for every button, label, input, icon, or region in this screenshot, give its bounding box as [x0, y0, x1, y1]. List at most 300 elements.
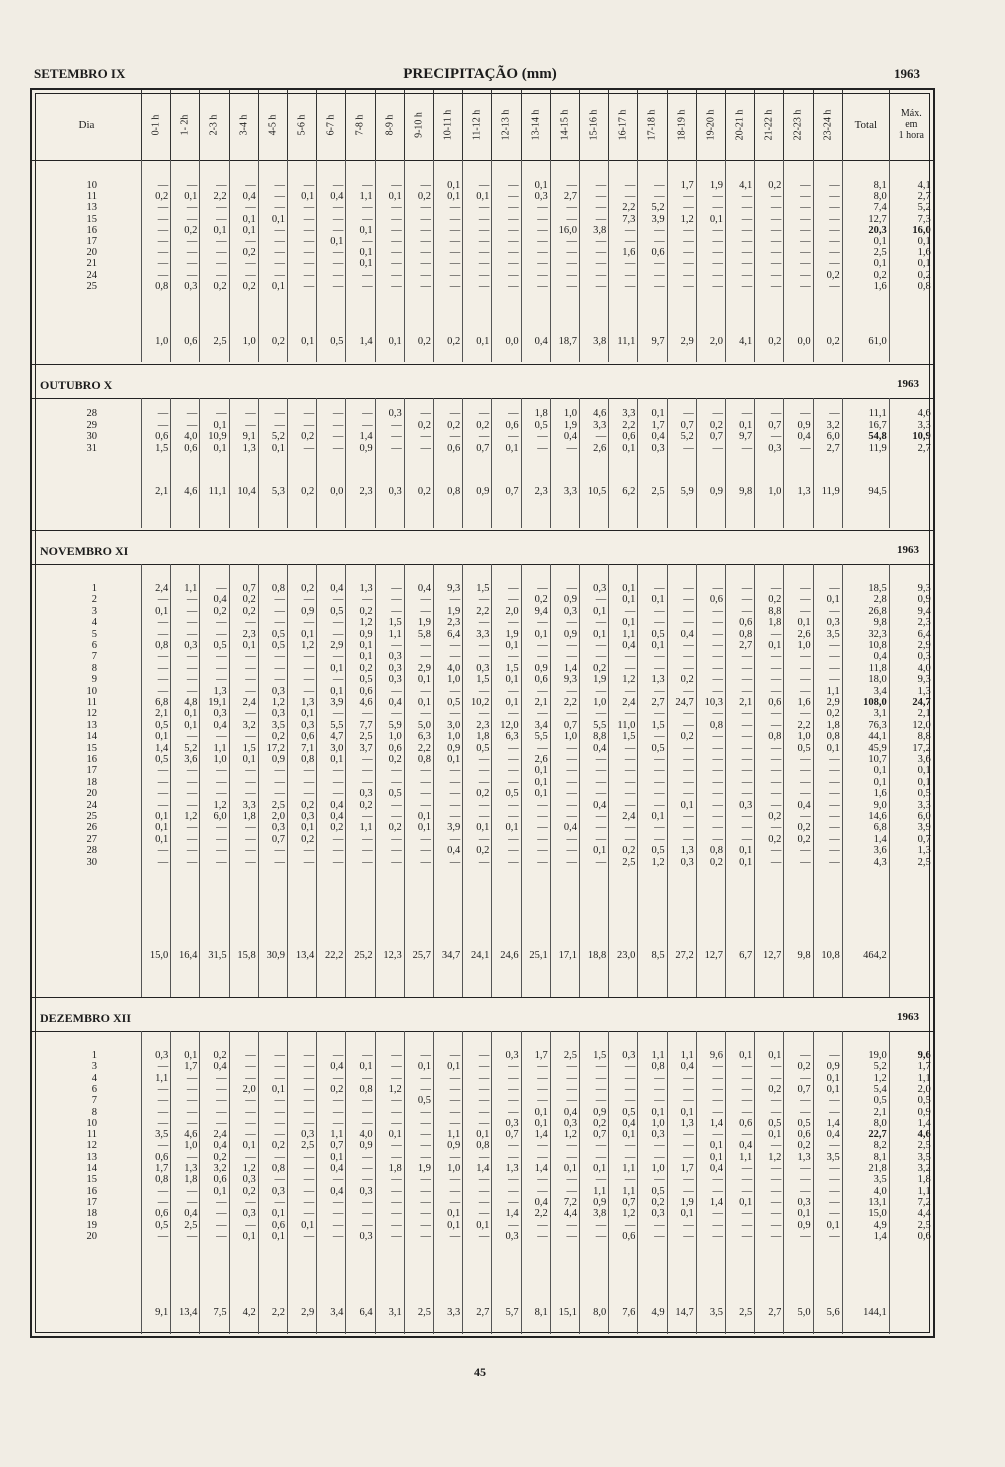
row-day: 25: [86, 811, 97, 822]
hourly-value: 3,5: [826, 1151, 840, 1163]
hourly-value: 0,2: [242, 605, 256, 617]
hourly-value: —: [245, 236, 256, 247]
hourly-value: 0,8: [155, 1174, 169, 1186]
hourly-value: 0,2: [447, 419, 461, 431]
hourly-value: 0,2: [593, 1117, 607, 1129]
table-row: [32, 640, 933, 651]
hourly-value: —: [537, 856, 548, 868]
hourly-value: 0,4: [330, 1185, 344, 1197]
hourly-value: —: [157, 594, 169, 606]
hourly-value: 0,2: [797, 1061, 811, 1073]
section-title: OUTUBRO X: [40, 378, 113, 392]
hourly-value: —: [274, 856, 285, 868]
hourly-value: —: [274, 1174, 285, 1186]
hourly-value: —: [712, 442, 723, 454]
hourly-value: —: [508, 685, 519, 697]
row-max: 3,3: [917, 799, 931, 811]
hourly-value: 0,2: [593, 662, 607, 674]
hourly-value: 1,5: [505, 662, 519, 674]
hourly-value: 0,2: [797, 1140, 811, 1152]
hourly-value: 0,1: [826, 1219, 840, 1231]
hourly-value: 0,3: [651, 1129, 665, 1141]
hourly-value: —: [157, 419, 169, 431]
column-header-hour-label: 12-13 h: [500, 109, 512, 141]
hourly-value: —: [216, 765, 227, 777]
hourly-value: 1,1: [622, 1185, 636, 1197]
hourly-value: —: [449, 202, 461, 214]
hourly-value: —: [362, 1174, 373, 1186]
hourly-value: —: [537, 685, 548, 697]
row-total: 8,0: [873, 1117, 887, 1129]
hourly-value: 1,1: [826, 685, 840, 697]
hourly-value: —: [362, 1163, 373, 1174]
column-header-max-line: 1 hora: [898, 130, 924, 141]
hourly-value: 0,4: [709, 1163, 723, 1174]
hourly-value: 0,3: [359, 788, 373, 800]
hourly-value: —: [391, 280, 402, 292]
hourly-value: —: [800, 1106, 811, 1118]
hourly-value: —: [216, 236, 227, 247]
hourly-value: —: [362, 856, 373, 868]
hourly-value: 0,8: [271, 583, 285, 594]
hourly-value: —: [741, 236, 753, 247]
hourly-value: —: [274, 674, 285, 686]
hourly-value: —: [274, 236, 285, 247]
hourly-value: 0,1: [476, 1129, 490, 1141]
hourly-value: 0,5: [797, 742, 811, 754]
hourly-value: —: [595, 269, 607, 281]
hourly-value: 1,9: [447, 605, 461, 617]
hourly-value: —: [508, 845, 519, 857]
hourly-value: —: [508, 1196, 519, 1208]
hourly-value: 6,4: [447, 628, 461, 640]
column-header-hour-label: 23-24 h: [822, 109, 834, 141]
hourly-value: —: [741, 202, 753, 214]
sum-value: 25,2: [354, 950, 373, 961]
hourly-value: —: [449, 213, 461, 225]
hourly-value: 1,0: [184, 1140, 198, 1152]
hourly-value: 0,3: [476, 662, 490, 674]
table-row: [32, 214, 933, 225]
row-max: 0,7: [917, 833, 931, 845]
row-max: 3,6: [917, 754, 931, 765]
table-row: [32, 720, 933, 731]
hourly-value: 1,1: [680, 1050, 694, 1061]
hourly-value: —: [245, 617, 256, 629]
hourly-value: —: [303, 1174, 315, 1186]
hourly-value: —: [508, 180, 519, 191]
hourly-value: 0,2: [768, 594, 782, 606]
hourly-value: —: [770, 1174, 782, 1186]
hourly-value: —: [654, 1151, 665, 1163]
hourly-value: —: [274, 1061, 285, 1073]
hourly-value: —: [245, 202, 256, 214]
hourly-value: 0,4: [447, 845, 461, 857]
hourly-value: —: [566, 685, 577, 697]
hourly-value: 1,1: [388, 628, 402, 640]
row-day: 15: [86, 742, 97, 754]
hourly-value: 12,0: [500, 719, 519, 731]
hourly-value: —: [770, 685, 782, 697]
table-row: [32, 834, 933, 845]
hourly-value: —: [829, 845, 840, 857]
hourly-value: —: [332, 1050, 344, 1061]
hourly-value: —: [537, 833, 548, 845]
hourly-value: 0,4: [330, 799, 344, 811]
hourly-value: —: [332, 765, 344, 777]
row-total: 12,7: [868, 213, 887, 225]
table-row: [32, 1197, 933, 1208]
column-header-total: Total: [842, 90, 889, 160]
hourly-value: —: [420, 605, 431, 617]
hourly-value: —: [478, 776, 490, 788]
hourly-value: —: [683, 1151, 694, 1163]
hourly-value: —: [537, 617, 548, 629]
hourly-value: —: [770, 1106, 782, 1118]
hourly-value: —: [508, 617, 519, 629]
hourly-value: —: [186, 856, 198, 868]
sum-value: 30,9: [266, 950, 285, 961]
hourly-value: —: [712, 765, 723, 777]
hourly-value: —: [683, 191, 694, 203]
row-total: 1,6: [873, 788, 887, 800]
table-row: [32, 1084, 933, 1095]
hourly-value: 0,3: [271, 685, 285, 697]
hourly-value: —: [420, 685, 431, 697]
sum-value: 0,2: [271, 336, 285, 347]
table-row: [32, 845, 933, 856]
hourly-value: 0,3: [505, 1117, 519, 1129]
column-header-hour: [170, 90, 199, 160]
hourly-value: —: [566, 708, 577, 720]
sum-value: 9,1: [155, 1307, 169, 1318]
row-day: 30: [86, 431, 97, 442]
hourly-value: —: [216, 674, 227, 686]
hourly-value: —: [829, 799, 840, 811]
hourly-value: —: [391, 845, 402, 857]
hourly-value: —: [566, 1151, 577, 1163]
table-row: [32, 236, 933, 247]
hourly-value: —: [712, 651, 723, 663]
hourly-value: —: [216, 833, 227, 845]
hourly-value: —: [303, 1185, 315, 1197]
hourly-value: —: [186, 1151, 198, 1163]
column-header-hour: [404, 90, 433, 160]
hourly-value: 0,7: [797, 1083, 811, 1095]
hourly-value: —: [332, 1230, 344, 1242]
hourly-value: —: [362, 269, 373, 281]
hourly-value: —: [829, 833, 840, 845]
hourly-value: —: [157, 1083, 169, 1095]
hourly-value: —: [770, 845, 782, 857]
hourly-value: —: [303, 1050, 315, 1061]
hourly-value: —: [566, 1072, 577, 1084]
hourly-value: —: [770, 583, 782, 594]
hourly-value: 0,9: [534, 662, 548, 674]
hourly-value: —: [478, 1095, 490, 1107]
column-header-hour: [696, 90, 725, 160]
hourly-value: —: [157, 1185, 169, 1197]
hourly-value: —: [332, 247, 344, 259]
sum-total: 464,2: [863, 950, 887, 961]
hourly-value: —: [508, 811, 519, 822]
hourly-value: 2,3: [447, 617, 461, 629]
hourly-value: —: [420, 776, 431, 788]
hourly-value: —: [829, 191, 840, 203]
hourly-value: —: [683, 719, 694, 731]
hourly-value: 0,1: [301, 628, 315, 640]
hourly-value: —: [595, 202, 607, 214]
hourly-value: —: [624, 765, 636, 777]
hourly-value: —: [770, 236, 782, 247]
hourly-value: 5,5: [330, 719, 344, 731]
hourly-value: —: [478, 651, 490, 663]
hourly-value: —: [770, 1230, 782, 1242]
hourly-value: 0,1: [447, 1219, 461, 1231]
table-row: [32, 258, 933, 269]
hourly-value: —: [683, 269, 694, 281]
sum-value: 0,3: [388, 486, 402, 497]
hourly-value: —: [800, 811, 811, 822]
row-total: 3,4: [873, 685, 887, 697]
hourly-value: —: [274, 1196, 285, 1208]
hourly-value: —: [712, 811, 723, 822]
hourly-value: —: [770, 202, 782, 214]
hourly-value: 0,2: [768, 811, 782, 822]
hourly-value: 0,1: [155, 822, 169, 834]
hourly-value: —: [741, 1230, 753, 1242]
hourly-value: —: [449, 788, 461, 800]
hourly-value: —: [274, 617, 285, 629]
hourly-value: —: [391, 202, 402, 214]
table-row: [32, 1073, 933, 1084]
hourly-value: —: [332, 213, 344, 225]
row-day: 27: [86, 833, 97, 845]
hourly-value: —: [478, 1151, 490, 1163]
hourly-value: —: [508, 247, 519, 259]
hourly-value: 5,2: [680, 431, 694, 442]
hourly-value: 0,9: [563, 628, 577, 640]
hourly-value: 7,1: [301, 742, 315, 754]
hourly-value: —: [683, 742, 694, 754]
hourly-value: —: [186, 213, 198, 225]
row-total: 4,0: [873, 1185, 887, 1197]
hourly-value: —: [362, 408, 373, 419]
table-row: [32, 270, 933, 281]
row-total: 6,8: [873, 822, 887, 834]
column-header-hour: [725, 90, 754, 160]
hourly-value: 0,5: [476, 742, 490, 754]
hourly-value: 0,1: [271, 1083, 285, 1095]
hourly-value: —: [420, 1151, 431, 1163]
row-day: 4: [91, 1072, 97, 1084]
hourly-value: 0,1: [622, 442, 636, 454]
hourly-value: 1,2: [680, 213, 694, 225]
hourly-value: 1,2: [242, 1163, 256, 1174]
hourly-value: —: [303, 765, 315, 777]
hourly-value: 3,9: [651, 213, 665, 225]
row-max: 3,9: [917, 822, 931, 834]
hourly-value: 2,3: [476, 719, 490, 731]
hourly-value: 0,1: [359, 247, 373, 259]
row-total: 14,6: [868, 811, 887, 822]
hourly-value: —: [537, 742, 548, 754]
hourly-value: 0,6: [622, 1230, 636, 1242]
sum-value: 12,3: [383, 950, 402, 961]
hourly-value: 6,3: [505, 731, 519, 743]
hourly-value: 0,4: [417, 583, 431, 594]
hourly-value: —: [391, 1072, 402, 1084]
hourly-value: 0,1: [301, 822, 315, 834]
row-total: 20,3: [868, 224, 887, 236]
sum-value: 1,0: [242, 336, 256, 347]
sum-value: 2,1: [155, 486, 169, 497]
hourly-value: —: [274, 845, 285, 857]
hourly-value: 1,7: [155, 1163, 169, 1174]
row-max: 8,8: [917, 731, 931, 743]
hourly-value: 0,8: [155, 640, 169, 651]
hourly-value: —: [362, 1219, 373, 1231]
column-header-hour-label: 17-18 h: [646, 109, 658, 141]
hourly-value: —: [829, 776, 840, 788]
hourly-value: —: [741, 731, 753, 743]
hourly-value: —: [157, 1061, 169, 1073]
hourly-value: 0,6: [155, 1151, 169, 1163]
hourly-value: —: [770, 754, 782, 765]
hourly-value: —: [420, 1129, 431, 1141]
hourly-value: 0,8: [651, 1061, 665, 1073]
hourly-value: 1,3: [680, 1117, 694, 1129]
hourly-value: 0,4: [330, 191, 344, 203]
hourly-value: 0,5: [155, 719, 169, 731]
hourly-value: 0,1: [534, 180, 548, 191]
sum-value: 15,0: [149, 950, 169, 961]
hourly-value: —: [829, 1185, 840, 1197]
hourly-value: —: [449, 1083, 461, 1095]
hourly-value: —: [712, 1219, 723, 1231]
hourly-value: —: [683, 236, 694, 247]
hourly-value: —: [712, 822, 723, 834]
hourly-value: —: [537, 1072, 548, 1084]
hourly-value: 1,4: [534, 1129, 548, 1141]
hourly-value: 0,1: [534, 788, 548, 800]
hourly-value: —: [332, 1072, 344, 1084]
hourly-value: —: [829, 822, 840, 834]
hourly-value: 19,1: [208, 697, 227, 708]
row-max: 12,0: [912, 719, 931, 731]
hourly-value: —: [537, 236, 548, 247]
column-header-hour-label: 4-5 h: [267, 114, 279, 136]
hourly-value: —: [537, 799, 548, 811]
hourly-value: —: [332, 594, 344, 606]
hourly-value: —: [157, 628, 169, 640]
hourly-value: 0,7: [476, 442, 490, 454]
row-total: 4,3: [873, 856, 887, 868]
hourly-value: —: [683, 1174, 694, 1186]
hourly-value: —: [332, 788, 344, 800]
row-max: 7,2: [917, 1196, 931, 1208]
table-row: [32, 431, 933, 442]
hourly-value: 0,4: [797, 431, 811, 442]
hourly-value: 3,5: [271, 719, 285, 731]
hourly-value: —: [595, 1151, 607, 1163]
hourly-value: —: [741, 408, 753, 419]
hourly-value: 16,0: [558, 224, 577, 236]
hourly-value: —: [332, 1196, 344, 1208]
hourly-value: —: [245, 674, 256, 686]
hourly-value: —: [420, 1174, 431, 1186]
hourly-value: —: [741, 280, 753, 292]
hourly-value: 0,2: [301, 833, 315, 845]
hourly-value: —: [800, 236, 811, 247]
column-header-hour: [667, 90, 696, 160]
hourly-value: 0,3: [271, 822, 285, 834]
hourly-value: —: [829, 583, 840, 594]
hourly-value: —: [303, 1095, 315, 1107]
hourly-value: —: [508, 1185, 519, 1197]
hourly-value: 1,2: [184, 811, 198, 822]
row-max: 0,2: [917, 269, 931, 281]
hourly-value: —: [332, 180, 344, 191]
hourly-value: —: [595, 1095, 607, 1107]
row-day: 20: [86, 788, 97, 800]
hourly-value: 0,4: [680, 628, 694, 640]
hourly-value: —: [332, 258, 344, 270]
hourly-value: —: [332, 1208, 344, 1220]
row-max: 2,9: [917, 640, 931, 651]
column-header-hour-label: 10-11 h: [442, 109, 454, 141]
table-row: [32, 420, 933, 431]
hourly-value: —: [391, 1230, 402, 1242]
hourly-value: 0,5: [155, 754, 169, 765]
hourly-value: —: [683, 224, 694, 236]
hourly-value: —: [595, 833, 607, 845]
hourly-value: 1,3: [797, 1151, 811, 1163]
sum-value: 23,0: [617, 950, 636, 961]
hourly-value: —: [741, 1219, 753, 1231]
hourly-value: —: [595, 258, 607, 270]
hourly-value: —: [420, 1106, 431, 1118]
hourly-value: —: [362, 280, 373, 292]
hourly-value: —: [449, 280, 461, 292]
column-header-hour-label: 14-15 h: [559, 109, 571, 141]
hourly-value: 1,1: [213, 742, 227, 754]
sum-value: 12,7: [704, 950, 723, 961]
hourly-value: —: [157, 1230, 169, 1242]
hourly-value: —: [624, 662, 636, 674]
sum-value: 8,0: [593, 1307, 607, 1318]
hourly-value: —: [420, 856, 431, 868]
column-header-hour: [199, 90, 228, 160]
sum-value: 2,5: [213, 336, 227, 347]
hourly-value: —: [537, 1083, 548, 1095]
row-total: 8,0: [873, 191, 887, 203]
hourly-value: —: [216, 202, 227, 214]
hourly-value: —: [595, 1061, 607, 1073]
hourly-value: 0,2: [797, 822, 811, 834]
hourly-value: —: [741, 1208, 753, 1220]
hourly-value: 0,1: [417, 811, 431, 822]
hourly-value: —: [829, 280, 840, 292]
hourly-value: 0,1: [651, 408, 665, 419]
hourly-value: —: [303, 202, 315, 214]
hourly-value: 4,6: [184, 1129, 198, 1141]
hourly-value: —: [595, 788, 607, 800]
hourly-value: —: [683, 280, 694, 292]
hourly-value: —: [770, 1061, 782, 1073]
hourly-value: —: [741, 1163, 753, 1174]
hourly-value: 3,9: [447, 822, 461, 834]
